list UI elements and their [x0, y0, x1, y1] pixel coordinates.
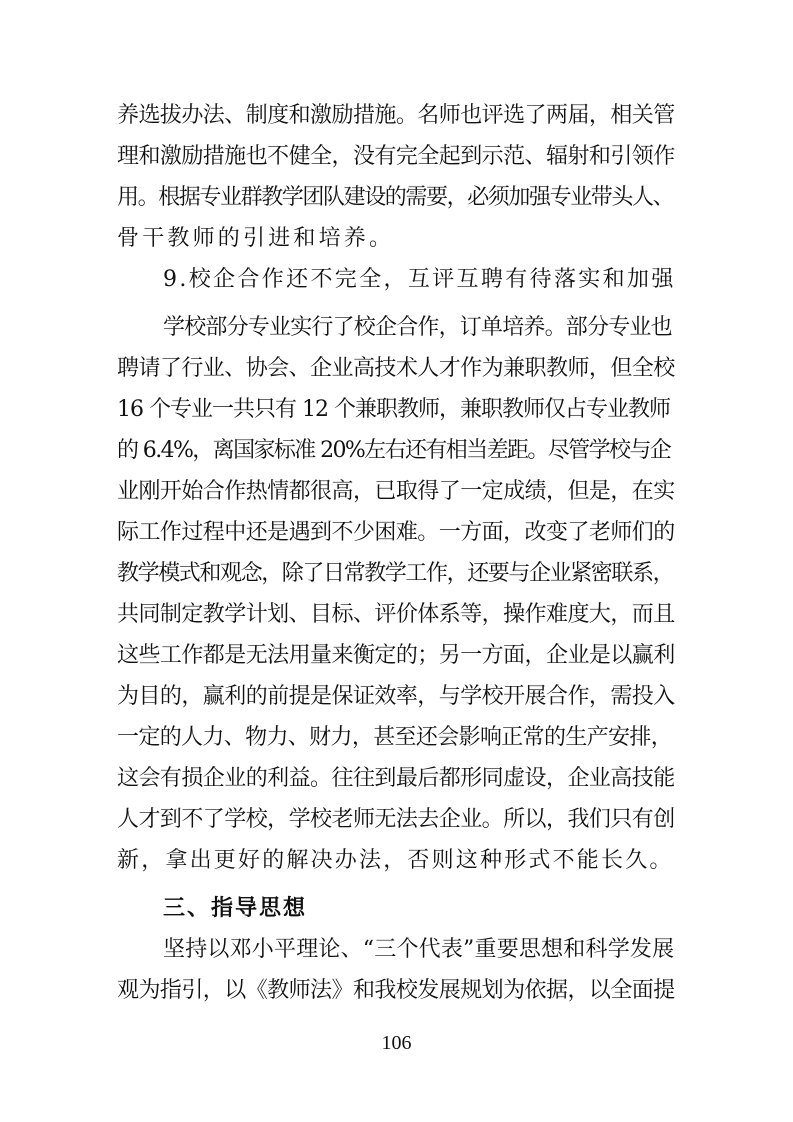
text-line: 这会有损企业的利益。往往到最后都形同虚设，企业高技能 [117, 766, 675, 791]
text-line: 骨干教师的引进和培养。 [117, 226, 395, 251]
page-number: 106 [381, 1032, 412, 1054]
text-line: 的 6.4%，离国家标准 20%左右还有相当差距。尽管学校与企 [117, 438, 671, 463]
section-9-title: 9.校企合作还不完全，互评互聘有待落实和加强 [163, 267, 676, 292]
text-line: 教学模式和观念，除了日常教学工作，还要与企业紧密联系， [117, 561, 674, 586]
text-line: 养选拔办法、制度和激励措施。名师也评选了两届，相关管 [117, 103, 675, 128]
text-line: 一定的人力、物力、财力，甚至还会影响正常的生产安排， [117, 725, 673, 750]
text-line: 业刚开始合作热情都很高，已取得了一定成绩，但是，在实 [117, 479, 675, 504]
text-line: 人才到不了学校，学校老师无法去企业。所以，我们只有创 [117, 807, 675, 832]
text-line: 理和激励措施也不健全，没有完全起到示范、辐射和引领作 [117, 144, 675, 169]
text-line: 新，拿出更好的解决办法，否则这种形式不能长久。 [117, 848, 674, 873]
text-line: 用。根据专业群教学团队建设的需要，必须加强专业带头人、 [117, 185, 674, 210]
section-3-heading: 三、指导思想 [163, 896, 308, 921]
text-line: 学校部分专业实行了校企合作，订单培养。部分专业也 [163, 315, 672, 340]
text-line: 聘请了行业、协会、企业高技术人才作为兼职教师，但全校 [117, 356, 675, 381]
text-line: 观为指引，以《教师法》和我校发展规划为依据，以全面提 [117, 978, 675, 1003]
text-line: 际工作过程中还是遇到不少困难。一方面，改变了老师们的 [117, 520, 675, 545]
text-line: 共同制定教学计划、目标、评价体系等，操作难度大，而且 [117, 602, 675, 627]
text-line: 坚持以邓小平理论、“三个代表”重要思想和科学发展 [163, 937, 675, 962]
text-line: 为目的，赢利的前提是保证效率，与学校开展合作，需投入 [117, 684, 675, 709]
text-line: 这些工作都是无法用量来衡定的；另一方面，企业是以赢利 [117, 643, 675, 668]
text-line: 16 个专业一共只有 12 个兼职教师，兼职教师仅占专业教师 [117, 397, 670, 422]
